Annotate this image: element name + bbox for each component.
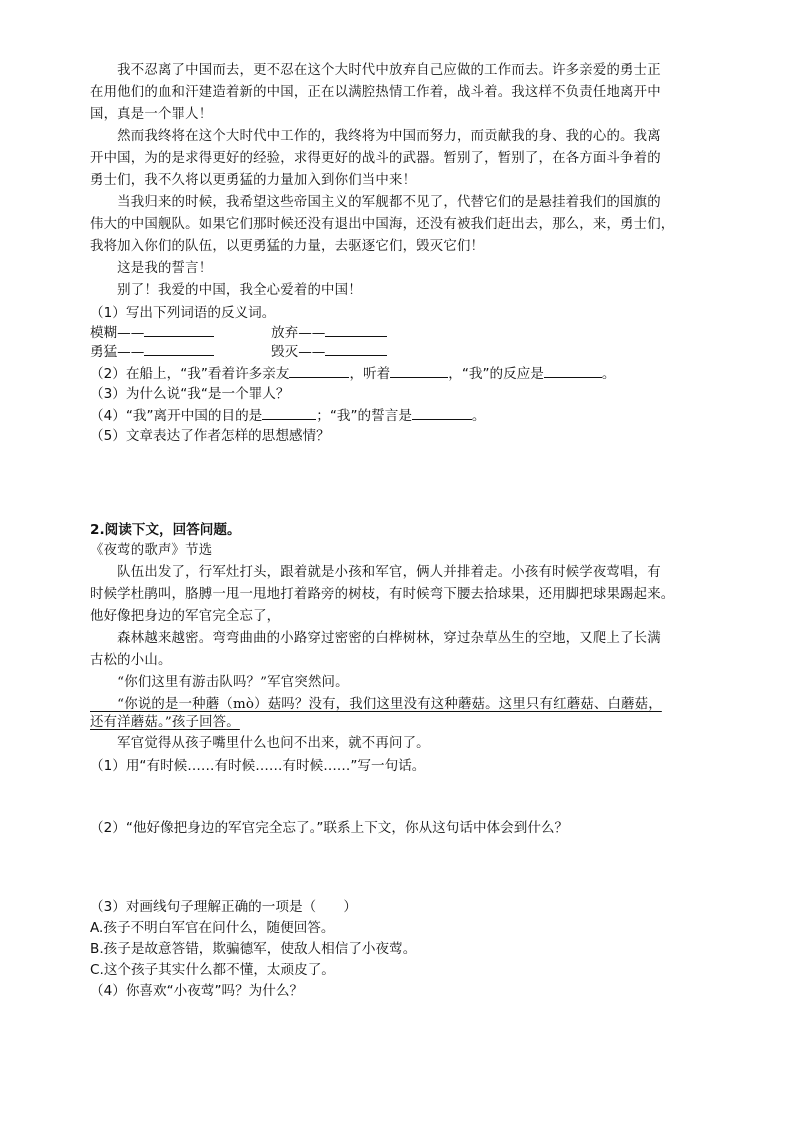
question-5: （5）文章表达了作者怎样的思想感情？ — [90, 428, 330, 444]
answer-blank[interactable] — [544, 363, 602, 378]
answer-blank[interactable] — [390, 363, 448, 378]
question-2 — [90, 363, 710, 384]
passage1-line: 伟大的中国舰队。如果它们那时候还没有退出中国海，还没有被我们赶出去，那么，来，勇士们， — [90, 217, 675, 232]
question-text: （2）在船上，“我”看着许多亲友 — [90, 366, 290, 382]
option-b[interactable]: B.孩子是故意答错，欺骗德军，使敌人相信了小夜莺。 — [90, 941, 417, 957]
antonym-word: 放弃—— — [271, 325, 326, 341]
question-text: （4）“我”离开中国的目的是 — [90, 408, 263, 424]
passage1-line: 开中国，为的是求得更好的经验，求得更好的战斗的武器。暂别了，暂别了，在各方面斗争着的 — [90, 151, 661, 166]
passage1-line: 这是我的誓言！ — [90, 261, 213, 276]
antonym-word: 模糊—— — [90, 325, 145, 341]
passage1-line: 国，真是一个罪人！ — [90, 107, 213, 122]
option-a[interactable]: A.孩子不明白军官在问什么，随便回答。 — [90, 920, 335, 936]
passage2-line: 队伍出发了，行军灶打头，跟着就是小孩和军官，俩人并排着走。小孩有时候学夜莺唱，有 — [90, 565, 661, 580]
answer-blank[interactable] — [325, 341, 387, 356]
passage1-line: 当我归来的时候，我希望这些帝国主义的军舰都不见了，代替它们的是悬挂着我们的国旗的 — [90, 195, 661, 210]
answer-blank[interactable] — [325, 322, 387, 337]
section-heading: 2.阅读下文，回答问题。 — [90, 522, 241, 538]
question-3: （3）为什么说“我“是一个罪人？ — [90, 386, 290, 402]
antonym-row-2 — [90, 341, 710, 362]
antonym-word: 勇猛—— — [90, 344, 145, 360]
question-1: （1）写出下列词语的反义词。 — [90, 305, 276, 321]
question-2-2: （2）“他好像把身边的军官完全忘了。”联系上下文，你从这句话中体会到什么？ — [90, 820, 569, 836]
passage1-line: 在用他们的血和汗建造着新的中国，正在以满腔热情工作着，战斗着。我这样不负责任地离开中 — [90, 85, 661, 100]
excerpt-source: 《夜莺的歌声》节选 — [90, 543, 213, 558]
option-c[interactable]: C.这个孩子其实什么都不懂，太顽皮了。 — [90, 962, 335, 978]
answer-blank[interactable] — [262, 405, 316, 420]
underlined-sentence: 还有洋蘑菇。”孩子回答。 — [90, 715, 240, 730]
question-text: ；“我”的誓言是 — [316, 408, 412, 424]
question-2-4: （4）你喜欢“小夜莺”吗？为什么？ — [90, 983, 304, 999]
answer-blank[interactable] — [144, 322, 214, 337]
question-2-1: （1）用“有时候……有时候……有时候……”写一句话。 — [90, 758, 426, 774]
question-4 — [90, 405, 710, 426]
passage1-line: 别了！我爱的中国，我全心爱着的中国！ — [90, 283, 362, 298]
underlined-sentence: “你说的是一种蘑（mò）菇吗？没有，我们这里没有这种蘑菇。这里只有红蘑菇、白蘑菇， — [90, 697, 662, 712]
passage2-line: 军官觉得从孩子嘴里什么也问不出来，就不再问了。 — [90, 736, 430, 751]
answer-blank[interactable] — [289, 363, 349, 378]
question-text: 。 — [601, 366, 616, 382]
passage2-line: “你们这里有游击队吗？”军官突然问。 — [90, 675, 349, 690]
passage1-line: 我将加入你们的队伍，以更勇猛的力量，去驱逐它们，毁灭它们！ — [90, 239, 485, 254]
passage2-line: 时候学杜鹃叫，胳膊一甩一甩地打着路旁的树枝，有时候弯下腰去拾球果，还用脚把球果踢起来。 — [90, 587, 675, 602]
question-text: ，“我”的反应是 — [448, 366, 544, 382]
question-text: ，听着 — [349, 366, 391, 382]
passage2-line: 古松的小山。 — [90, 653, 172, 668]
question-2-3: （3）对画线句子理解正确的一项是（ ） — [90, 899, 357, 915]
question-text: 。 — [471, 408, 486, 424]
passage1-line: 我不忍离了中国而去，更不忍在这个大时代中放弃自己应做的工作而去。许多亲爱的勇士正 — [90, 63, 661, 78]
answer-blank[interactable] — [144, 341, 214, 356]
antonym-word: 毁灭—— — [271, 344, 326, 360]
passage1-line: 勇士们，我不久将以更勇猛的力量加入到你们当中来！ — [90, 173, 417, 188]
passage2-line: 他好像把身边的军官完全忘了， — [90, 609, 281, 624]
antonym-row-1 — [90, 322, 710, 343]
passage1-line: 然而我终将在这个大时代中工作的，我终将为中国而努力，而贡献我的身、我的心的。我离 — [90, 129, 661, 144]
answer-blank[interactable] — [412, 405, 472, 420]
passage2-line: 森林越来越密。弯弯曲曲的小路穿过密密的白桦树林，穿过杂草丛生的空地，又爬上了长满 — [90, 631, 661, 646]
